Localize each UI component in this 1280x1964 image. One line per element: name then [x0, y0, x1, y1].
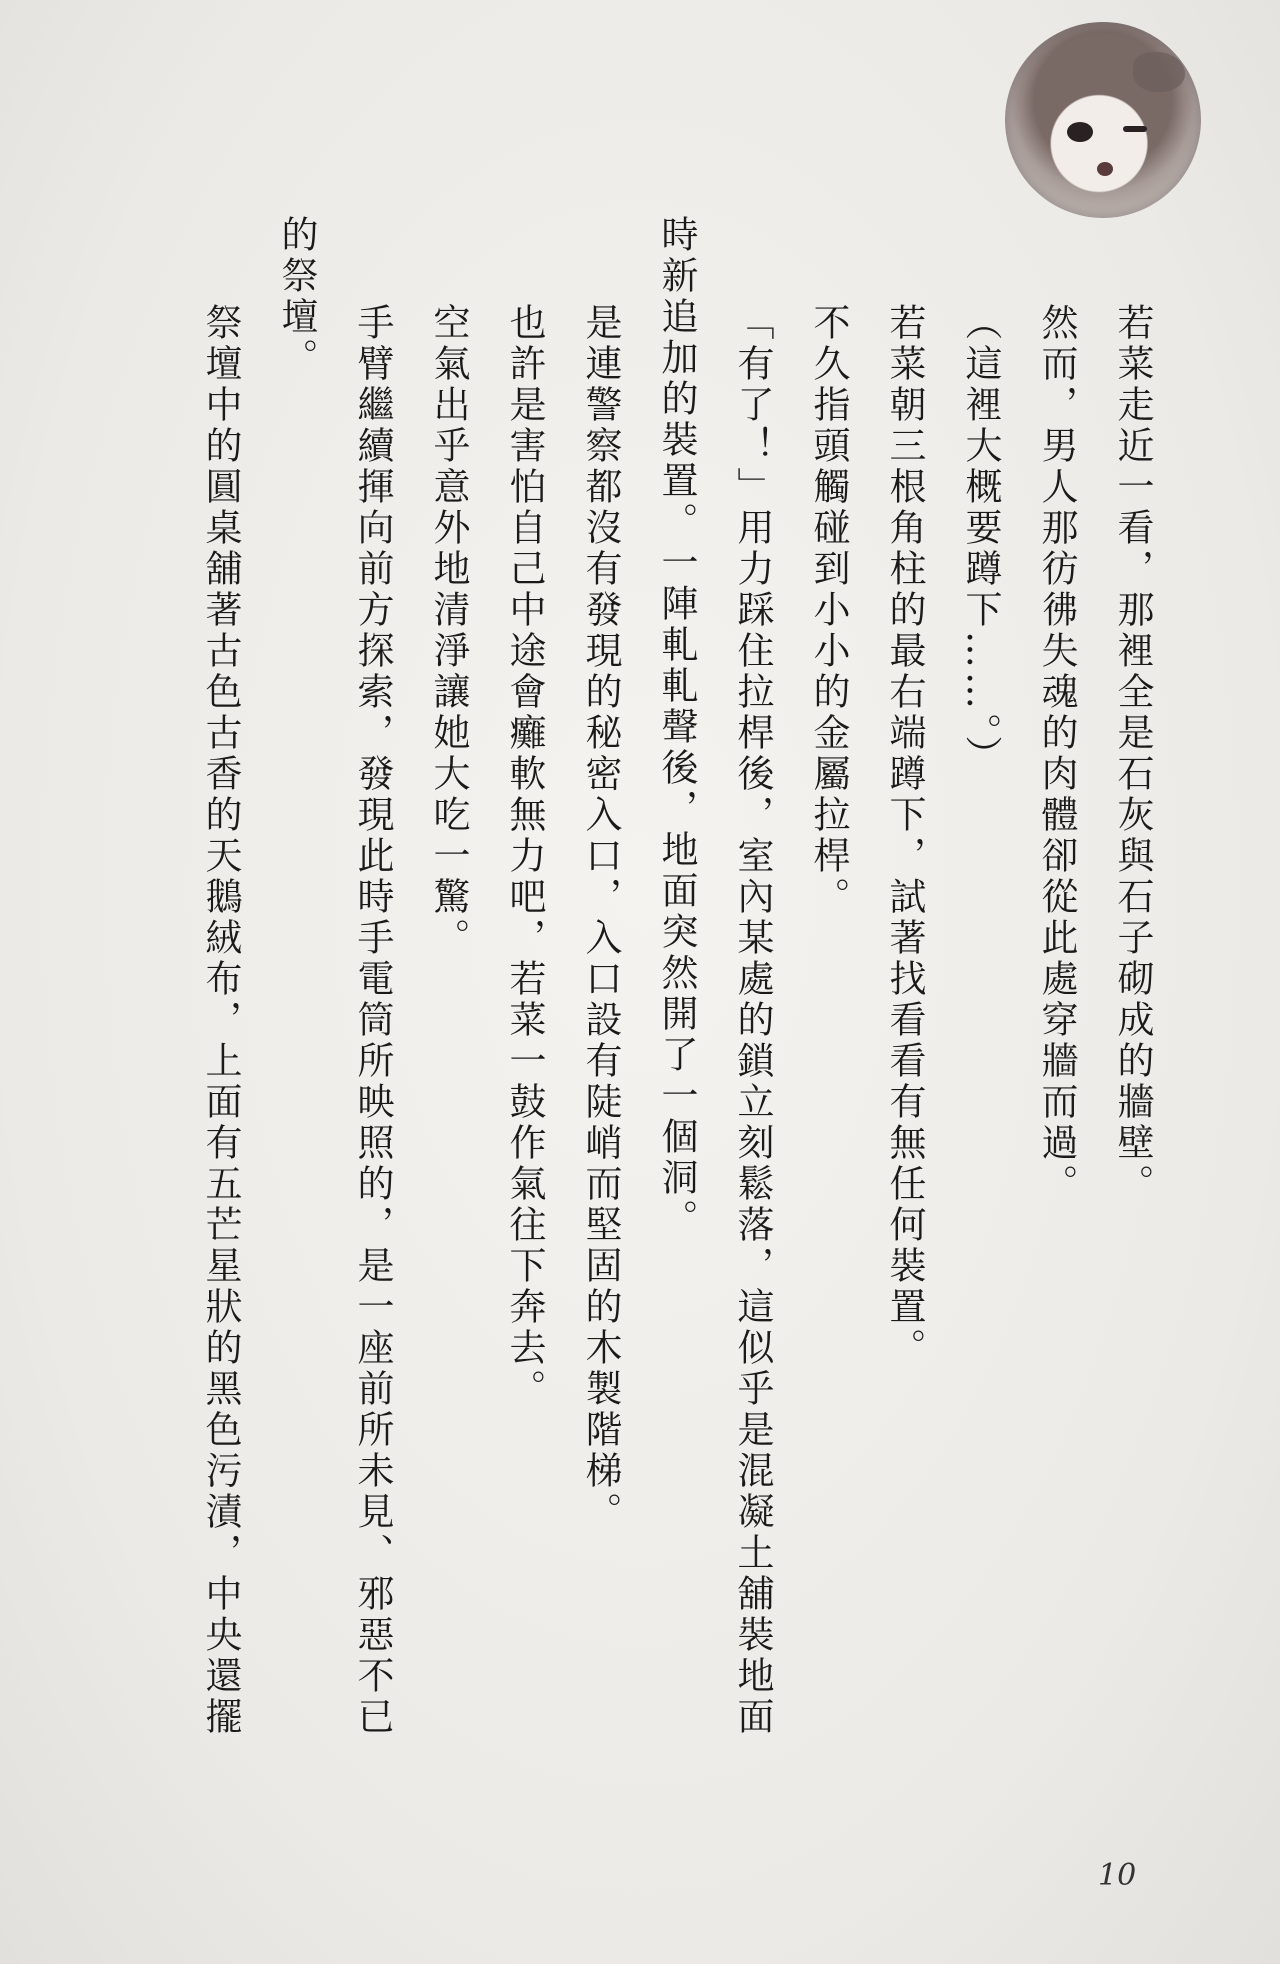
text-column-8: 是連警察都沒有發現的秘密入口，入口設有陡峭而堅固的木製階梯。	[579, 303, 622, 1533]
page-number: 10	[1098, 1858, 1137, 1893]
girl-portrait-icon	[1005, 22, 1201, 218]
text-column-2: 然而，男人那彷彿失魂的肉體卻從此處穿牆而過。	[1035, 303, 1078, 1205]
eye-icon	[1067, 122, 1093, 142]
text-column-1: 若菜走近一看，那裡全是石灰與石子砌成的牆壁。	[1111, 303, 1154, 1205]
text-column-9: 也許是害怕自己中途會癱軟無力吧，若菜一鼓作氣往下奔去。	[503, 303, 546, 1410]
mouth-icon	[1097, 162, 1113, 176]
text-column-10: 空氣出乎意外地清淨讓她大吃一驚。	[427, 303, 470, 959]
vertical-text-body	[200, 215, 1170, 1775]
text-column-4: 若菜朝三根角柱的最右端蹲下，試著找看看有無任何裝置。	[883, 303, 926, 1369]
text-column-12: 的祭壇。	[275, 215, 318, 379]
text-column-13: 祭壇中的圓桌舖著古色古香的天鵝絨布，上面有五芒星狀的黑色污漬，中央還擺	[199, 303, 242, 1738]
wink-eye-icon	[1123, 126, 1147, 132]
text-column-5: 不久指頭觸碰到小小的金屬拉桿。	[807, 303, 850, 918]
text-column-11: 手臂繼續揮向前方探索，發現此時手電筒所映照的，是一座前所未見、邪惡不已	[351, 303, 394, 1738]
text-column-6: 「有了！」用力踩住拉桿後，室內某處的鎖立刻鬆落，這似乎是混凝土舖裝地面	[731, 303, 774, 1738]
text-column-3: （這裡大概要蹲下……。）	[959, 303, 1002, 777]
hair-bow-icon	[1133, 52, 1185, 92]
text-column-7: 時新追加的裝置。一陣軋軋聲後，地面突然開了一個洞。	[655, 215, 698, 1240]
